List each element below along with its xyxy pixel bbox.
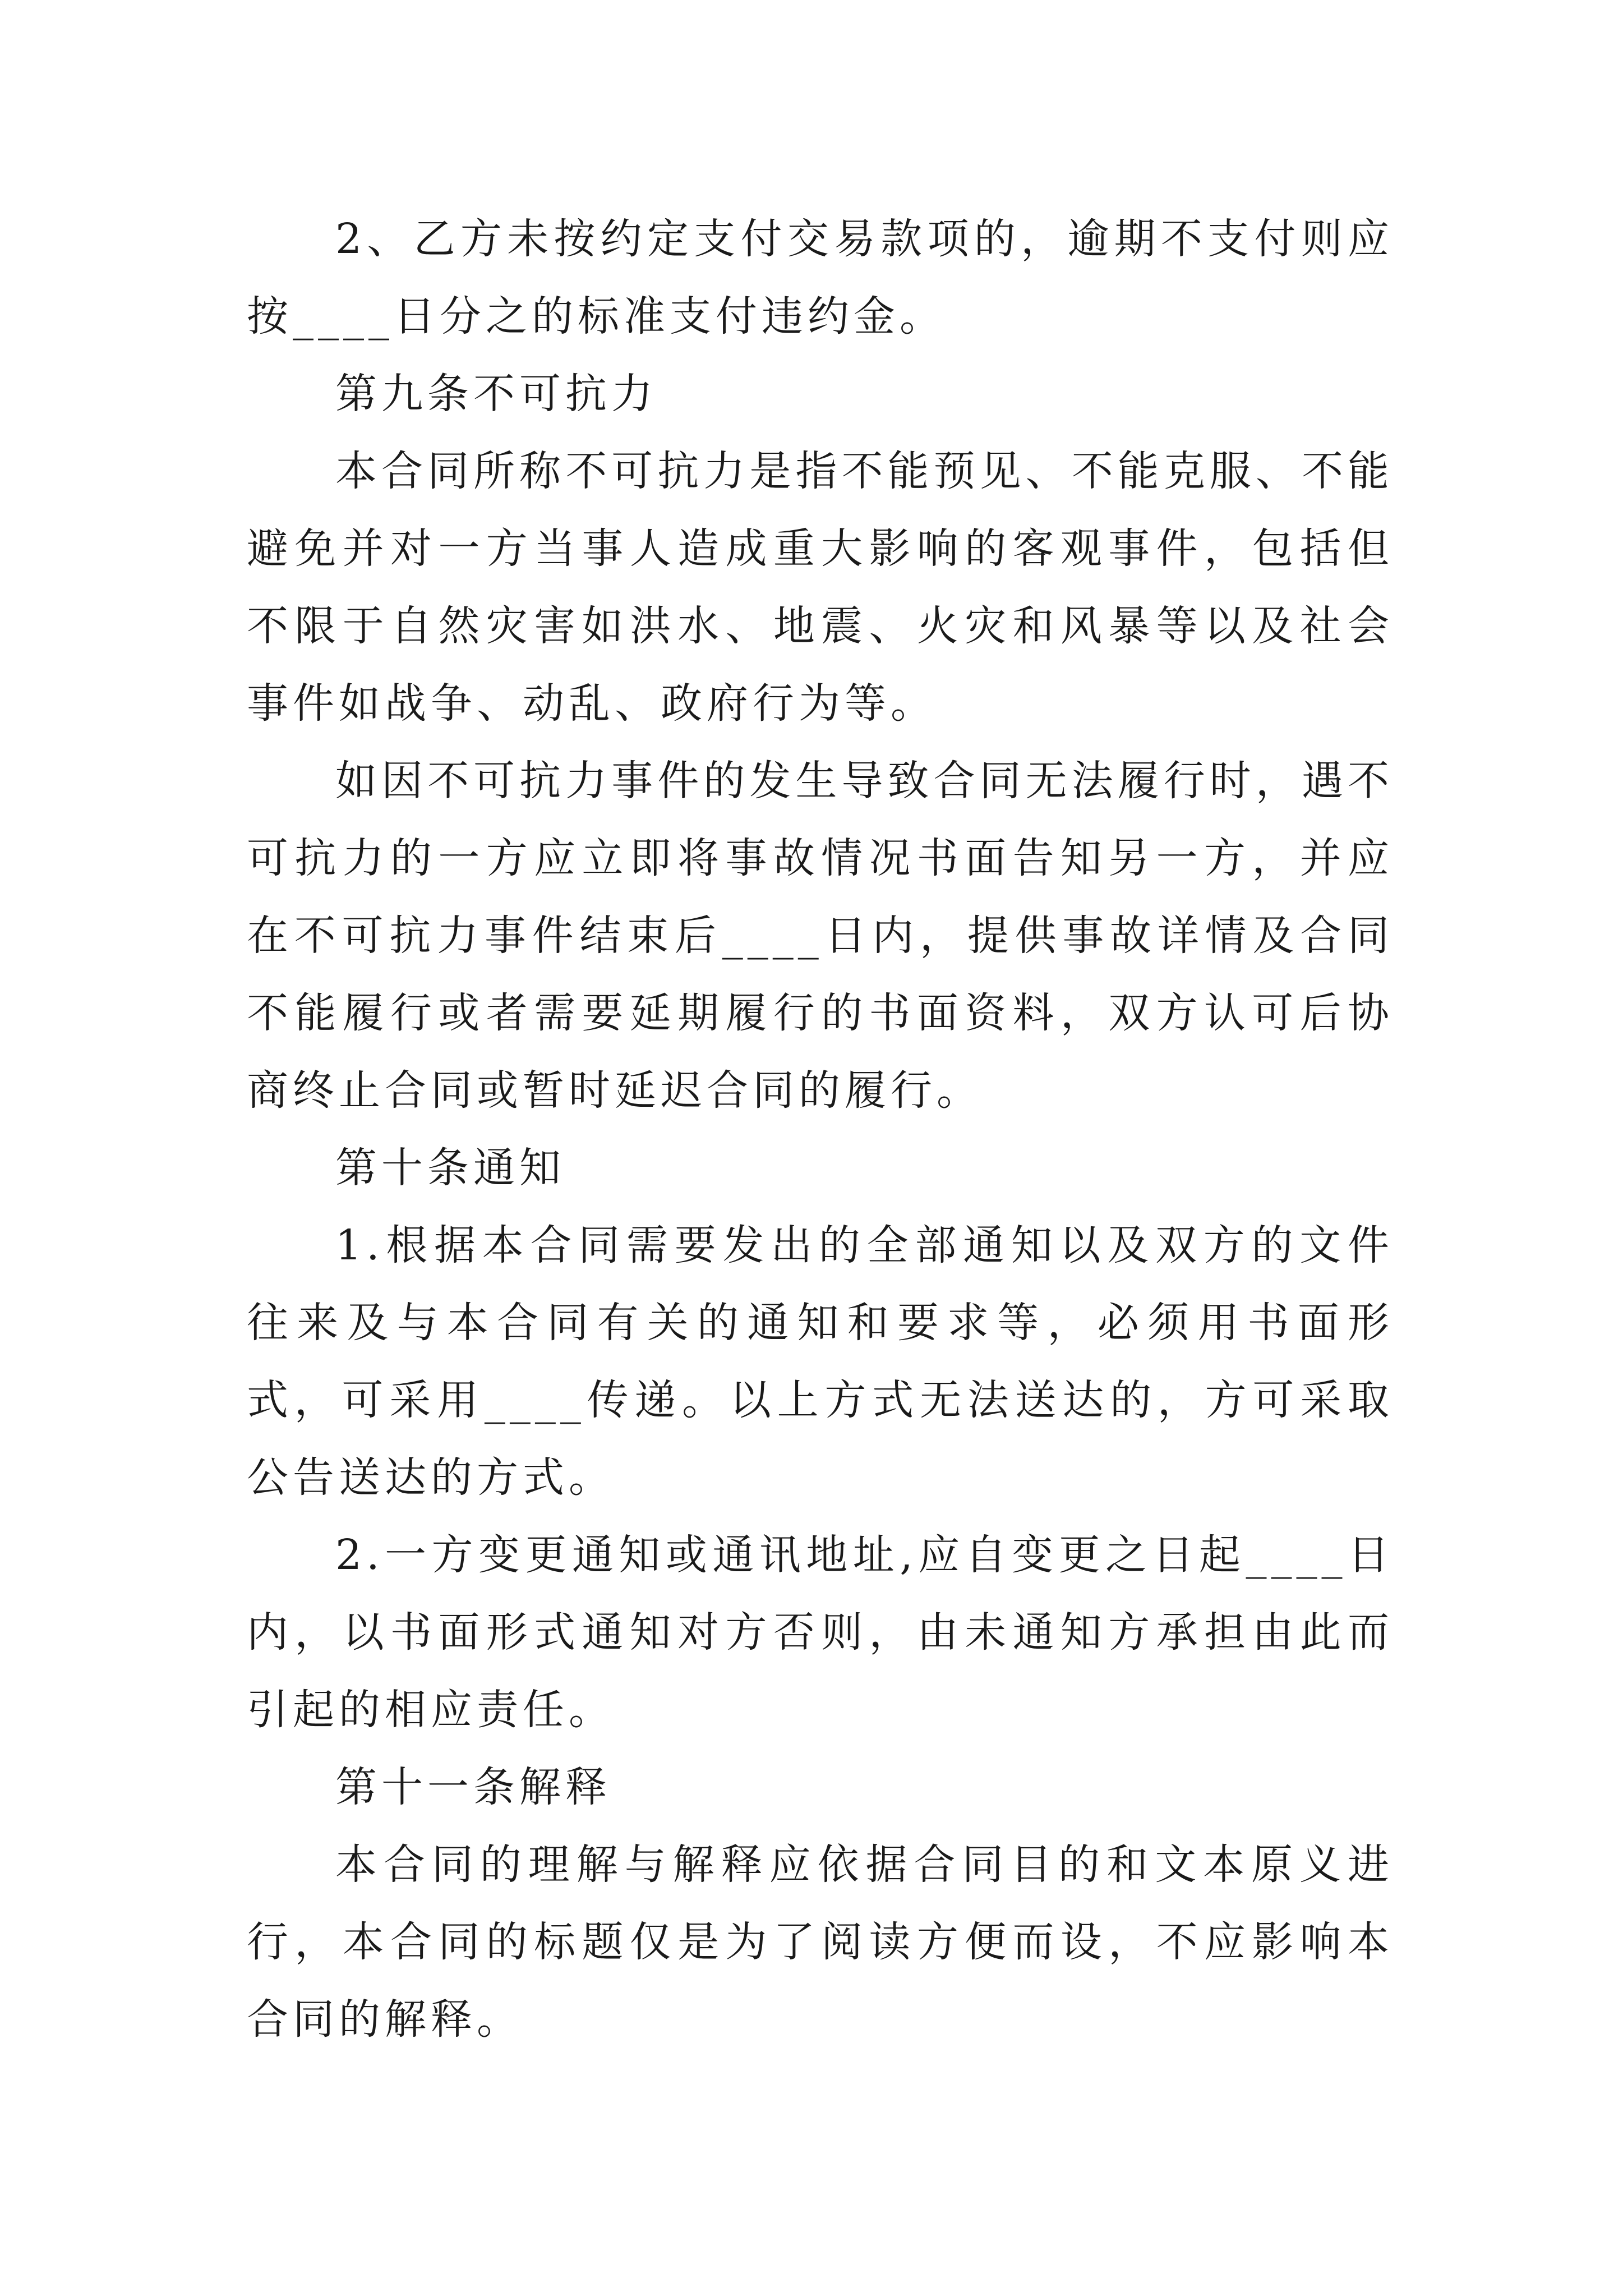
notice-item-2: 2.一方变更通知或通讯地址,应自变更之日起____日内，以书面形式通知对方否则，由未通知方承担由此而引起的相应责任。: [247, 1531, 1394, 1734]
heading-article-11: 第十一条解释: [335, 1763, 611, 1811]
force-majeure-definition: 本合同所称不可抗力是指不能预见、不能克服、不能避免并对一方当事人造成重大影响的客观事件，包括但不限于自然灾害如洪水、地震、火灾和风暴等以及社会事件如战争、动乱、政府行为等。: [247, 447, 1394, 728]
document-body: [247, 200, 1394, 2058]
force-majeure-procedure: 如因不可抗力事件的发生导致合同无法履行时，遇不可抗力的一方应立即将事故情况书面告知另一方，并应在不可抗力事件结束后____日内，提供事故详情及合同不能履行或者需要延期履行的书面资料，双方认可后协商终止合同或暂时延迟合同的履行。: [247, 757, 1394, 1115]
clause-8-item-2: 2、乙方未按约定支付交易款项的，逾期不支付则应按____日分之的标准支付违约金。: [247, 215, 1394, 341]
interpretation-paragraph: 本合同的理解与解释应依据合同目的和文本原义进行，本合同的标题仅是为了阅读方便而设，不应影响本合同的解释。: [247, 1841, 1394, 2044]
heading-article-9: 第九条不可抗力: [335, 370, 657, 418]
notice-item-1: 1.根据本合同需要发出的全部通知以及双方的文件往来及与本合同有关的通知和要求等，必须用书面形式，可采用____传递。以上方式无法送达的，方可采取公告送达的方式。: [247, 1221, 1394, 1502]
heading-article-10: 第十条通知: [335, 1144, 565, 1192]
